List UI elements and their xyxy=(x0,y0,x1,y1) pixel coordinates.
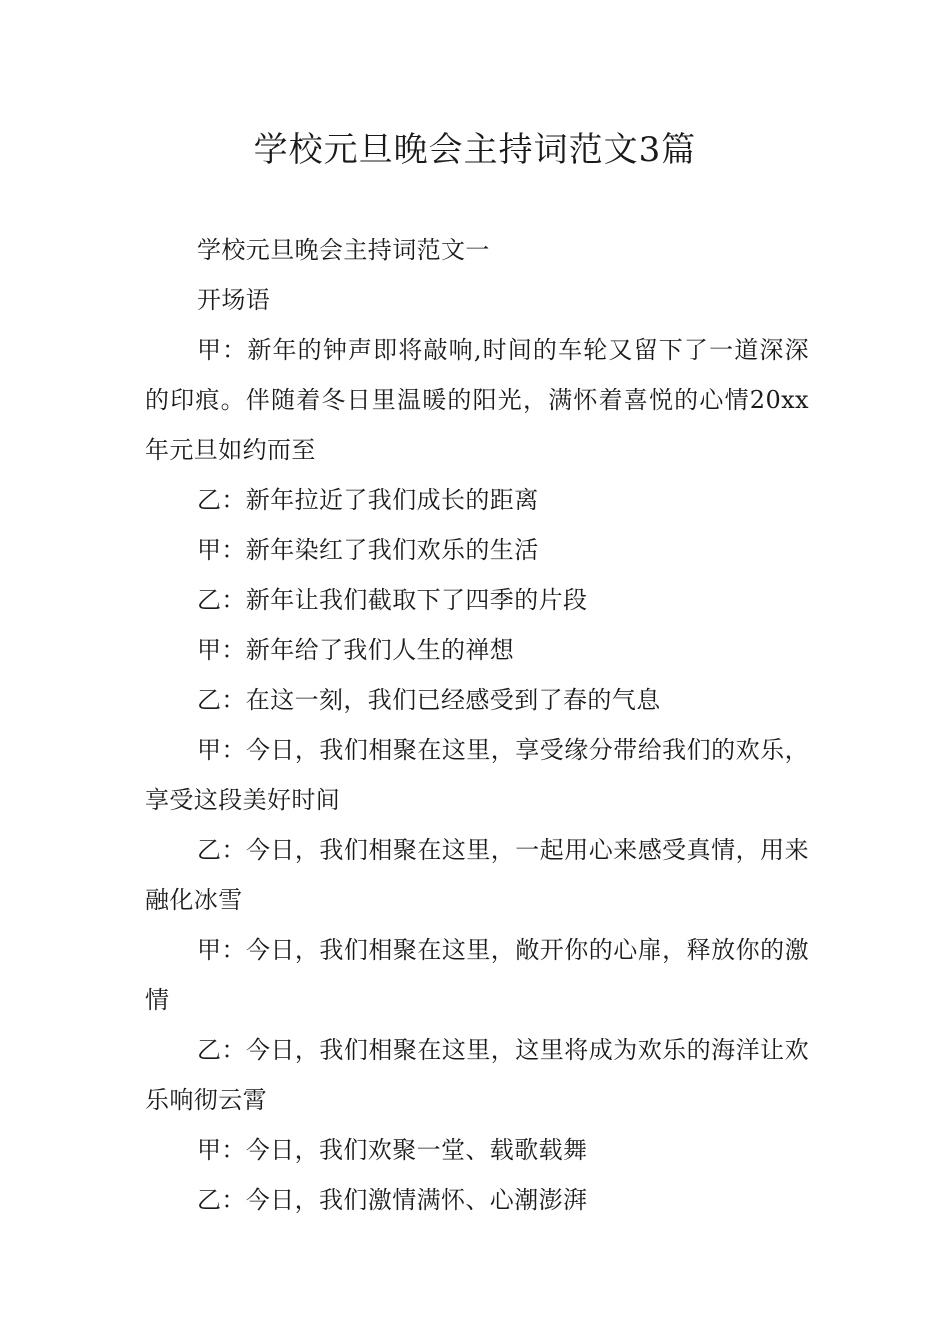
paragraph: 乙：今日，我们激情满怀、心潮澎湃 xyxy=(197,1186,588,1214)
paragraph: 乙：今日，我们相聚在这里，一起用心来感受真情，用来融化冰雪 xyxy=(145,836,809,914)
paragraph: 乙：今日，我们相聚在这里，这里将成为欢乐的海洋让欢乐响彻云霄 xyxy=(145,1036,809,1114)
paragraph: 甲：今日，我们相聚在这里，享受缘分带给我们的欢乐，享受这段美好时间 xyxy=(145,736,809,814)
document-body xyxy=(145,225,809,1225)
paragraph: 甲：今日，我们相聚在这里，敞开你的心扉，释放你的激情 xyxy=(145,936,809,1014)
paragraph: 开场语 xyxy=(197,286,271,314)
paragraph: 乙：在这一刻，我们已经感受到了春的气息 xyxy=(197,686,661,714)
paragraph: 甲：新年的钟声即将敲响,时间的车轮又留下了一道深深的印痕。伴随着冬日里温暖的阳光，满怀着喜悦的心情20xx年元旦如约而至 xyxy=(145,336,809,464)
paragraph: 乙：新年拉近了我们成长的距离 xyxy=(197,486,539,514)
paragraph: 甲：今日，我们欢聚一堂、载歌载舞 xyxy=(197,1136,588,1164)
paragraph: 学校元旦晚会主持词范文一 xyxy=(197,236,490,264)
document-title: 学校元旦晚会主持词范文3篇 xyxy=(253,130,697,170)
paragraph: 甲：新年给了我们人生的禅想 xyxy=(197,636,515,664)
paragraph: 甲：新年染红了我们欢乐的生活 xyxy=(197,536,539,564)
paragraph: 乙：新年让我们截取下了四季的片段 xyxy=(197,586,588,614)
